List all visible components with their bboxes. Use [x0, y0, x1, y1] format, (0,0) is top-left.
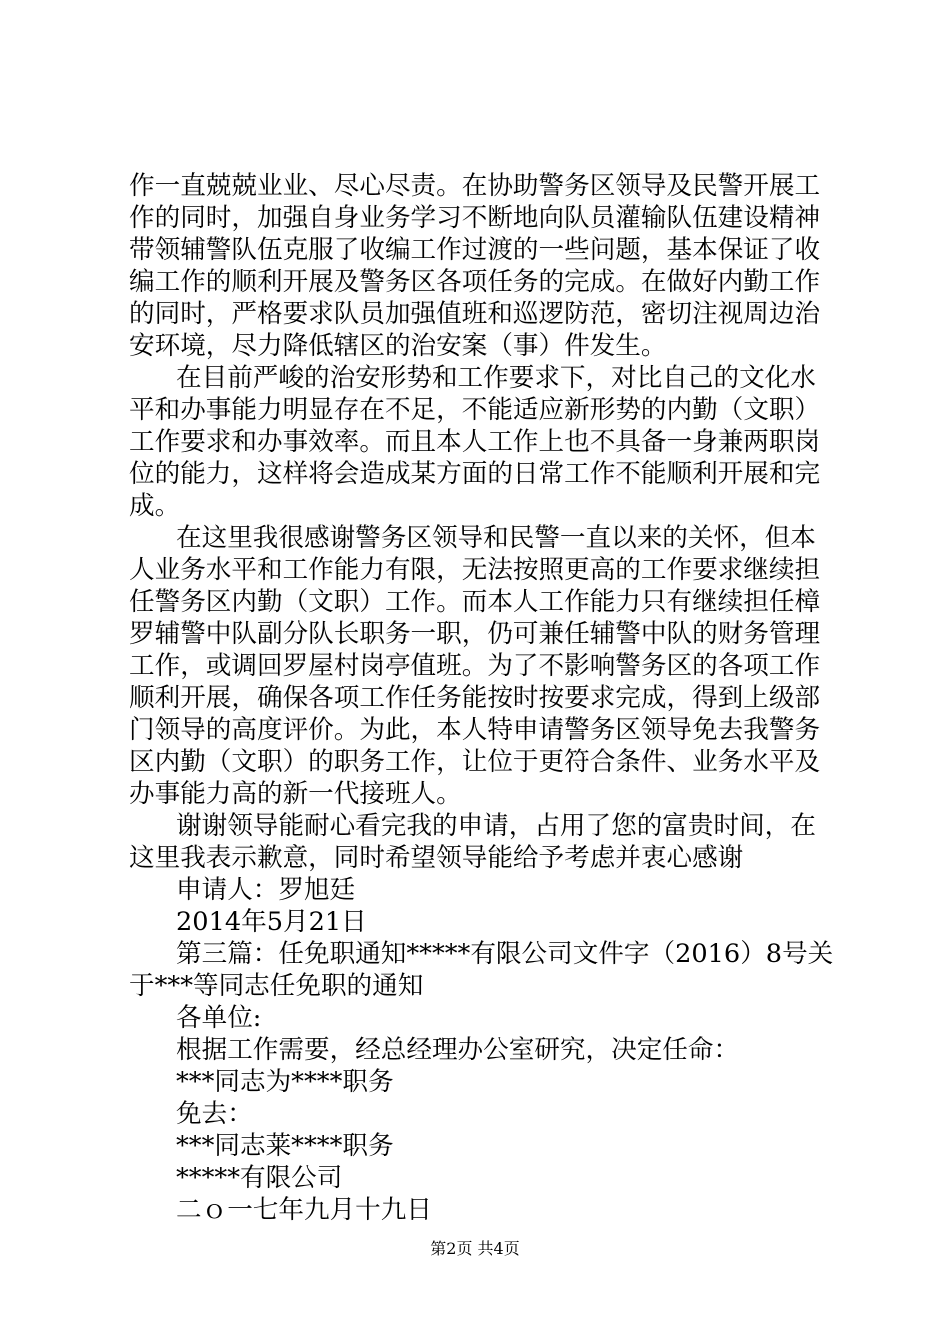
body-text-line: 任警务区内勤（文职）工作。而本人工作能力只有继续担任樟 [129, 587, 821, 617]
applicant-line: 申请人：罗旭廷 [176, 875, 356, 905]
body-text-line: 顺利开展，确保各项工作任务能按时按要求完成，得到上级部 [129, 683, 821, 713]
body-text-line: 人业务水平和工作能力有限，无法按照更高的工作要求继续担 [129, 555, 821, 585]
date-line: 二ｏ一七年九月十九日 [176, 1195, 432, 1225]
body-text-line: 平和办事能力明显存在不足，不能适应新形势的内勤（文职） [129, 395, 821, 425]
body-text-line: 成。 [129, 491, 181, 521]
body-text-line: 工作，或调回罗屋村岗亭值班。为了不影响警务区的各项工作 [129, 651, 821, 681]
notice-line: 各单位: [176, 1003, 262, 1033]
body-text-line: 的同时，严格要求队员加强值班和巡逻防范，密切注视周边治 [129, 299, 821, 329]
body-text-line: 办事能力高的新一代接班人。 [129, 779, 462, 809]
body-text-line: 位的能力，这样将会造成某方面的日常工作不能顺利开展和完 [129, 459, 821, 489]
notice-line: ***同志莱****职务 [176, 1131, 394, 1161]
body-text-line: 罗辅警中队副分队长职务一职，仍可兼任辅警中队的财务管理 [129, 619, 821, 649]
notice-line: 免去： [176, 1099, 253, 1129]
section-heading-line: 第三篇：任免职通知*****有限公司文件字（2016）8号关 [176, 939, 834, 969]
notice-line: 根据工作需要，经总经理办公室研究，决定任命： [176, 1035, 740, 1065]
paragraph-start-line: 在这里我很感谢警务区领导和民警一直以来的关怀，但本 [176, 523, 816, 553]
body-text-line: 工作要求和办事效率。而且本人工作上也不具备一身兼两职岗 [129, 427, 821, 457]
body-text-line: 这里我表示歉意，同时希望领导能给予考虑并衷心感谢 [129, 843, 744, 873]
body-text-line: 编工作的顺利开展及警务区各项任务的完成。在做好内勤工作 [129, 267, 821, 297]
body-text-line: 作的同时，加强自身业务学习不断地向队员灌输队伍建设精神 [129, 203, 821, 233]
body-text-line: 区内勤（文职）的职务工作，让位于更符合条件、业务水平及 [129, 747, 821, 777]
notice-line: ***同志为****职务 [176, 1067, 394, 1097]
body-text-line: 带领辅警队伍克服了收编工作过渡的一些问题，基本保证了收 [129, 235, 821, 265]
section-heading-line: 于***等同志任免职的通知 [129, 971, 424, 1001]
date-line: 2014年5月21日 [176, 907, 367, 937]
paragraph-start-line: 在目前严峻的治安形势和工作要求下，对比自己的文化水 [176, 363, 816, 393]
body-text-line: 作一直兢兢业业、尽心尽责。在协助警务区领导及民警开展工 [129, 171, 821, 201]
body-text-line: 门领导的高度评价。为此，本人特申请警务区领导免去我警务 [129, 715, 821, 745]
page-footer: 第2页 共4页 [430, 1239, 520, 1258]
paragraph-start-line: 谢谢领导能耐心看完我的申请，占用了您的富贵时间，在 [176, 811, 816, 841]
body-text-line: 安环境，尽力降低辖区的治安案（事）件发生。 [129, 331, 667, 361]
company-name-line: *****有限公司 [176, 1163, 343, 1193]
